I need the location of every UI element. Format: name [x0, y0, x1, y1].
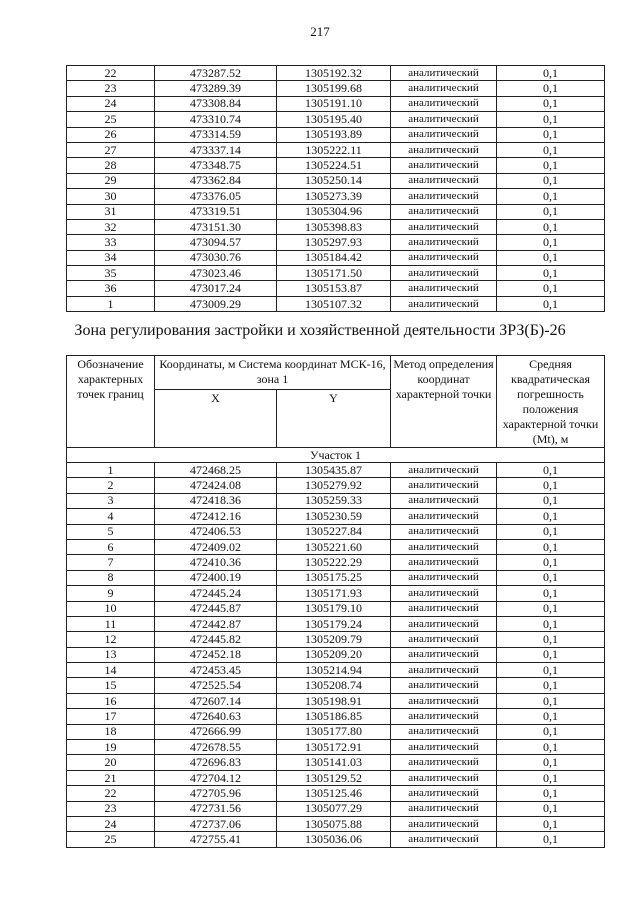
- coord-x: 472737.06: [155, 816, 277, 831]
- point-number: 33: [67, 235, 155, 250]
- coord-y: 1305398.83: [277, 219, 391, 234]
- table-row: [67, 493, 605, 508]
- method: аналитический: [391, 266, 497, 281]
- section-title: Зона регулирования застройки и хозяйственной деятельности ЗРЗ(Б)-26: [74, 322, 566, 339]
- point-number: 13: [67, 647, 155, 662]
- method: аналитический: [391, 755, 497, 770]
- point-number: 10: [67, 601, 155, 616]
- method: аналитический: [391, 204, 497, 219]
- page-number: 217: [310, 24, 330, 39]
- method: аналитический: [391, 142, 497, 157]
- point-number: 17: [67, 709, 155, 724]
- table-row: [67, 112, 605, 127]
- coord-x: 472418.36: [155, 493, 277, 508]
- coord-x: 473094.57: [155, 235, 277, 250]
- coord-x: 473030.76: [155, 250, 277, 265]
- coord-x: 473151.30: [155, 219, 277, 234]
- coord-y: 1305184.42: [277, 250, 391, 265]
- coord-y: 1305141.03: [277, 755, 391, 770]
- method: аналитический: [391, 693, 497, 708]
- point-number: 8: [67, 570, 155, 585]
- table-row: [67, 509, 605, 524]
- point-number: 28: [67, 158, 155, 173]
- error-mt: 0,1: [497, 463, 605, 478]
- coord-y: 1305259.33: [277, 493, 391, 508]
- error-mt: 0,1: [497, 189, 605, 204]
- point-number: 16: [67, 693, 155, 708]
- error-mt: 0,1: [497, 755, 605, 770]
- error-mt: 0,1: [497, 112, 605, 127]
- coord-x: 472696.83: [155, 755, 277, 770]
- point-number: 5: [67, 524, 155, 539]
- coord-x: 472445.87: [155, 601, 277, 616]
- coord-x: 472412.16: [155, 509, 277, 524]
- table-row: [67, 586, 605, 601]
- method: аналитический: [391, 678, 497, 693]
- table-row: [67, 66, 605, 81]
- header-coordinates: Координаты, м Система координат МСК-16, зона 1: [155, 356, 391, 390]
- table-row: [67, 770, 605, 785]
- coord-x: 473017.24: [155, 281, 277, 296]
- error-mt: 0,1: [497, 127, 605, 142]
- error-mt: 0,1: [497, 173, 605, 188]
- coord-x: 473310.74: [155, 112, 277, 127]
- table-row: [67, 740, 605, 755]
- error-mt: 0,1: [497, 219, 605, 234]
- point-number: 35: [67, 266, 155, 281]
- coord-x: 472406.53: [155, 524, 277, 539]
- method: аналитический: [391, 586, 497, 601]
- point-number: 6: [67, 539, 155, 554]
- coord-y: 1305304.96: [277, 204, 391, 219]
- coord-y: 1305214.94: [277, 663, 391, 678]
- table-row: [67, 81, 605, 96]
- coord-x: 473287.52: [155, 66, 277, 81]
- table-row: [67, 570, 605, 585]
- method: аналитический: [391, 724, 497, 739]
- coord-y: 1305036.06: [277, 832, 391, 847]
- method: аналитический: [391, 219, 497, 234]
- method: аналитический: [391, 539, 497, 554]
- coord-y: 1305209.20: [277, 647, 391, 662]
- coord-x: 472468.25: [155, 463, 277, 478]
- table-row: [67, 463, 605, 478]
- error-mt: 0,1: [497, 616, 605, 631]
- coord-x: 472453.45: [155, 663, 277, 678]
- coord-y: 1305172.91: [277, 740, 391, 755]
- coord-y: 1305435.87: [277, 463, 391, 478]
- method: аналитический: [391, 112, 497, 127]
- table-row: [67, 816, 605, 831]
- error-mt: 0,1: [497, 709, 605, 724]
- header-method: Метод определения координат характерной точки: [391, 356, 497, 448]
- error-mt: 0,1: [497, 586, 605, 601]
- table-row: [67, 142, 605, 157]
- table2-body: [67, 356, 605, 848]
- table-row: [67, 663, 605, 678]
- table-row: [67, 204, 605, 219]
- table2-header-row: [67, 356, 605, 390]
- method: аналитический: [391, 281, 497, 296]
- table-row: [67, 709, 605, 724]
- coord-x: 473314.59: [155, 127, 277, 142]
- table-row: [67, 219, 605, 234]
- method: аналитический: [391, 296, 497, 311]
- table-row: [67, 693, 605, 708]
- table-row: [67, 832, 605, 847]
- point-number: 32: [67, 219, 155, 234]
- coord-x: 472445.82: [155, 632, 277, 647]
- coord-x: 473023.46: [155, 266, 277, 281]
- error-mt: 0,1: [497, 678, 605, 693]
- error-mt: 0,1: [497, 509, 605, 524]
- coord-y: 1305179.10: [277, 601, 391, 616]
- coord-x: 472442.87: [155, 616, 277, 631]
- table-row: [67, 786, 605, 801]
- coord-y: 1305192.32: [277, 66, 391, 81]
- method: аналитический: [391, 81, 497, 96]
- method: аналитический: [391, 66, 497, 81]
- point-number: 12: [67, 632, 155, 647]
- coord-y: 1305191.10: [277, 96, 391, 111]
- method: аналитический: [391, 832, 497, 847]
- table-row: [67, 801, 605, 816]
- method: аналитический: [391, 801, 497, 816]
- coord-y: 1305230.59: [277, 509, 391, 524]
- method: аналитический: [391, 570, 497, 585]
- method: аналитический: [391, 740, 497, 755]
- method: аналитический: [391, 601, 497, 616]
- table-row: [67, 250, 605, 265]
- point-number: 18: [67, 724, 155, 739]
- method: аналитический: [391, 96, 497, 111]
- coord-x: 473362.84: [155, 173, 277, 188]
- point-number: 26: [67, 127, 155, 142]
- point-number: 25: [67, 832, 155, 847]
- error-mt: 0,1: [497, 555, 605, 570]
- method: аналитический: [391, 235, 497, 250]
- method: аналитический: [391, 709, 497, 724]
- error-mt: 0,1: [497, 493, 605, 508]
- coord-x: 472409.02: [155, 539, 277, 554]
- point-number: 22: [67, 66, 155, 81]
- coord-x: 473319.51: [155, 204, 277, 219]
- plot-label: Участок 1: [67, 448, 605, 463]
- header-y: Y: [277, 390, 391, 448]
- point-number: 29: [67, 173, 155, 188]
- method: аналитический: [391, 478, 497, 493]
- error-mt: 0,1: [497, 158, 605, 173]
- coord-x: 472640.63: [155, 709, 277, 724]
- error-mt: 0,1: [497, 601, 605, 616]
- coordinates-table-continued: [66, 65, 605, 312]
- coord-y: 1305279.92: [277, 478, 391, 493]
- error-mt: 0,1: [497, 266, 605, 281]
- coordinates-table-zrz-b-26: [66, 355, 605, 848]
- table-row: [67, 235, 605, 250]
- error-mt: 0,1: [497, 740, 605, 755]
- coord-x: 472607.14: [155, 693, 277, 708]
- coord-x: 472445.24: [155, 586, 277, 601]
- method: аналитический: [391, 509, 497, 524]
- coord-y: 1305222.11: [277, 142, 391, 157]
- error-mt: 0,1: [497, 524, 605, 539]
- coord-y: 1305107.32: [277, 296, 391, 311]
- method: аналитический: [391, 524, 497, 539]
- method: аналитический: [391, 616, 497, 631]
- error-mt: 0,1: [497, 96, 605, 111]
- point-number: 31: [67, 204, 155, 219]
- method: аналитический: [391, 127, 497, 142]
- error-mt: 0,1: [497, 632, 605, 647]
- table-row: [67, 539, 605, 554]
- coord-y: 1305193.89: [277, 127, 391, 142]
- coord-x: 473308.84: [155, 96, 277, 111]
- coord-y: 1305221.60: [277, 539, 391, 554]
- method: аналитический: [391, 632, 497, 647]
- coord-x: 472424.08: [155, 478, 277, 493]
- table-row: [67, 173, 605, 188]
- coord-y: 1305224.51: [277, 158, 391, 173]
- table-row: [67, 127, 605, 142]
- error-mt: 0,1: [497, 478, 605, 493]
- plot-row: [67, 448, 605, 463]
- table-row: [67, 555, 605, 570]
- point-number: 15: [67, 678, 155, 693]
- table-row: [67, 755, 605, 770]
- error-mt: 0,1: [497, 250, 605, 265]
- point-number: 21: [67, 770, 155, 785]
- coord-x: 472731.56: [155, 801, 277, 816]
- table-row: [67, 616, 605, 631]
- point-number: 23: [67, 81, 155, 96]
- table-row: [67, 524, 605, 539]
- point-number: 14: [67, 663, 155, 678]
- error-mt: 0,1: [497, 832, 605, 847]
- point-number: 1: [67, 463, 155, 478]
- coord-x: 473337.14: [155, 142, 277, 157]
- error-mt: 0,1: [497, 66, 605, 81]
- coord-y: 1305175.25: [277, 570, 391, 585]
- method: аналитический: [391, 647, 497, 662]
- coord-y: 1305075.88: [277, 816, 391, 831]
- point-number: 34: [67, 250, 155, 265]
- coord-y: 1305250.14: [277, 173, 391, 188]
- method: аналитический: [391, 173, 497, 188]
- error-mt: 0,1: [497, 724, 605, 739]
- coord-y: 1305177.80: [277, 724, 391, 739]
- coord-y: 1305171.50: [277, 266, 391, 281]
- coord-y: 1305297.93: [277, 235, 391, 250]
- point-number: 11: [67, 616, 155, 631]
- method: аналитический: [391, 786, 497, 801]
- coord-y: 1305208.74: [277, 678, 391, 693]
- table-row: [67, 158, 605, 173]
- method: аналитический: [391, 493, 497, 508]
- coord-x: 473348.75: [155, 158, 277, 173]
- coord-x: 472678.55: [155, 740, 277, 755]
- coord-y: 1305171.93: [277, 586, 391, 601]
- method: аналитический: [391, 816, 497, 831]
- coord-y: 1305153.87: [277, 281, 391, 296]
- table-row: [67, 478, 605, 493]
- coord-y: 1305209.79: [277, 632, 391, 647]
- method: аналитический: [391, 158, 497, 173]
- point-number: 9: [67, 586, 155, 601]
- error-mt: 0,1: [497, 204, 605, 219]
- error-mt: 0,1: [497, 142, 605, 157]
- coord-y: 1305195.40: [277, 112, 391, 127]
- point-number: 24: [67, 816, 155, 831]
- point-number: 7: [67, 555, 155, 570]
- coord-x: 472410.36: [155, 555, 277, 570]
- coord-x: 473289.39: [155, 81, 277, 96]
- error-mt: 0,1: [497, 81, 605, 96]
- coord-y: 1305129.52: [277, 770, 391, 785]
- error-mt: 0,1: [497, 786, 605, 801]
- point-number: 1: [67, 296, 155, 311]
- point-number: 27: [67, 142, 155, 157]
- coord-x: 472705.96: [155, 786, 277, 801]
- table-row: [67, 601, 605, 616]
- coord-y: 1305077.29: [277, 801, 391, 816]
- error-mt: 0,1: [497, 816, 605, 831]
- table-row: [67, 632, 605, 647]
- coord-x: 473009.29: [155, 296, 277, 311]
- table-row: [67, 647, 605, 662]
- coord-x: 473376.05: [155, 189, 277, 204]
- point-number: 4: [67, 509, 155, 524]
- point-number: 25: [67, 112, 155, 127]
- table-row: [67, 678, 605, 693]
- error-mt: 0,1: [497, 570, 605, 585]
- coord-x: 472400.19: [155, 570, 277, 585]
- method: аналитический: [391, 189, 497, 204]
- error-mt: 0,1: [497, 281, 605, 296]
- point-number: 23: [67, 801, 155, 816]
- method: аналитический: [391, 250, 497, 265]
- point-number: 30: [67, 189, 155, 204]
- coord-y: 1305125.46: [277, 786, 391, 801]
- error-mt: 0,1: [497, 235, 605, 250]
- method: аналитический: [391, 555, 497, 570]
- point-number: 24: [67, 96, 155, 111]
- table1-body: [67, 66, 605, 312]
- error-mt: 0,1: [497, 770, 605, 785]
- point-number: 22: [67, 786, 155, 801]
- table-row: [67, 296, 605, 311]
- header-x: X: [155, 390, 277, 448]
- error-mt: 0,1: [497, 801, 605, 816]
- coord-y: 1305198.91: [277, 693, 391, 708]
- header-error: Средняя квадратическая погрешность положения характерной точки (Mt), м: [497, 356, 605, 448]
- coord-x: 472525.54: [155, 678, 277, 693]
- table-row: [67, 266, 605, 281]
- coord-y: 1305199.68: [277, 81, 391, 96]
- coord-x: 472704.12: [155, 770, 277, 785]
- point-number: 19: [67, 740, 155, 755]
- error-mt: 0,1: [497, 663, 605, 678]
- coord-y: 1305227.84: [277, 524, 391, 539]
- method: аналитический: [391, 663, 497, 678]
- point-number: 2: [67, 478, 155, 493]
- point-number: 20: [67, 755, 155, 770]
- coord-x: 472452.18: [155, 647, 277, 662]
- table-row: [67, 281, 605, 296]
- coord-y: 1305179.24: [277, 616, 391, 631]
- method: аналитический: [391, 770, 497, 785]
- error-mt: 0,1: [497, 539, 605, 554]
- error-mt: 0,1: [497, 693, 605, 708]
- coord-x: 472755.41: [155, 832, 277, 847]
- coord-y: 1305222.29: [277, 555, 391, 570]
- header-designation: Обозначение характерных точек границ: [67, 356, 155, 448]
- method: аналитический: [391, 463, 497, 478]
- error-mt: 0,1: [497, 647, 605, 662]
- error-mt: 0,1: [497, 296, 605, 311]
- table-row: [67, 189, 605, 204]
- point-number: 3: [67, 493, 155, 508]
- coord-y: 1305273.39: [277, 189, 391, 204]
- coord-x: 472666.99: [155, 724, 277, 739]
- point-number: 36: [67, 281, 155, 296]
- coord-y: 1305186.85: [277, 709, 391, 724]
- table-row: [67, 96, 605, 111]
- table-row: [67, 724, 605, 739]
